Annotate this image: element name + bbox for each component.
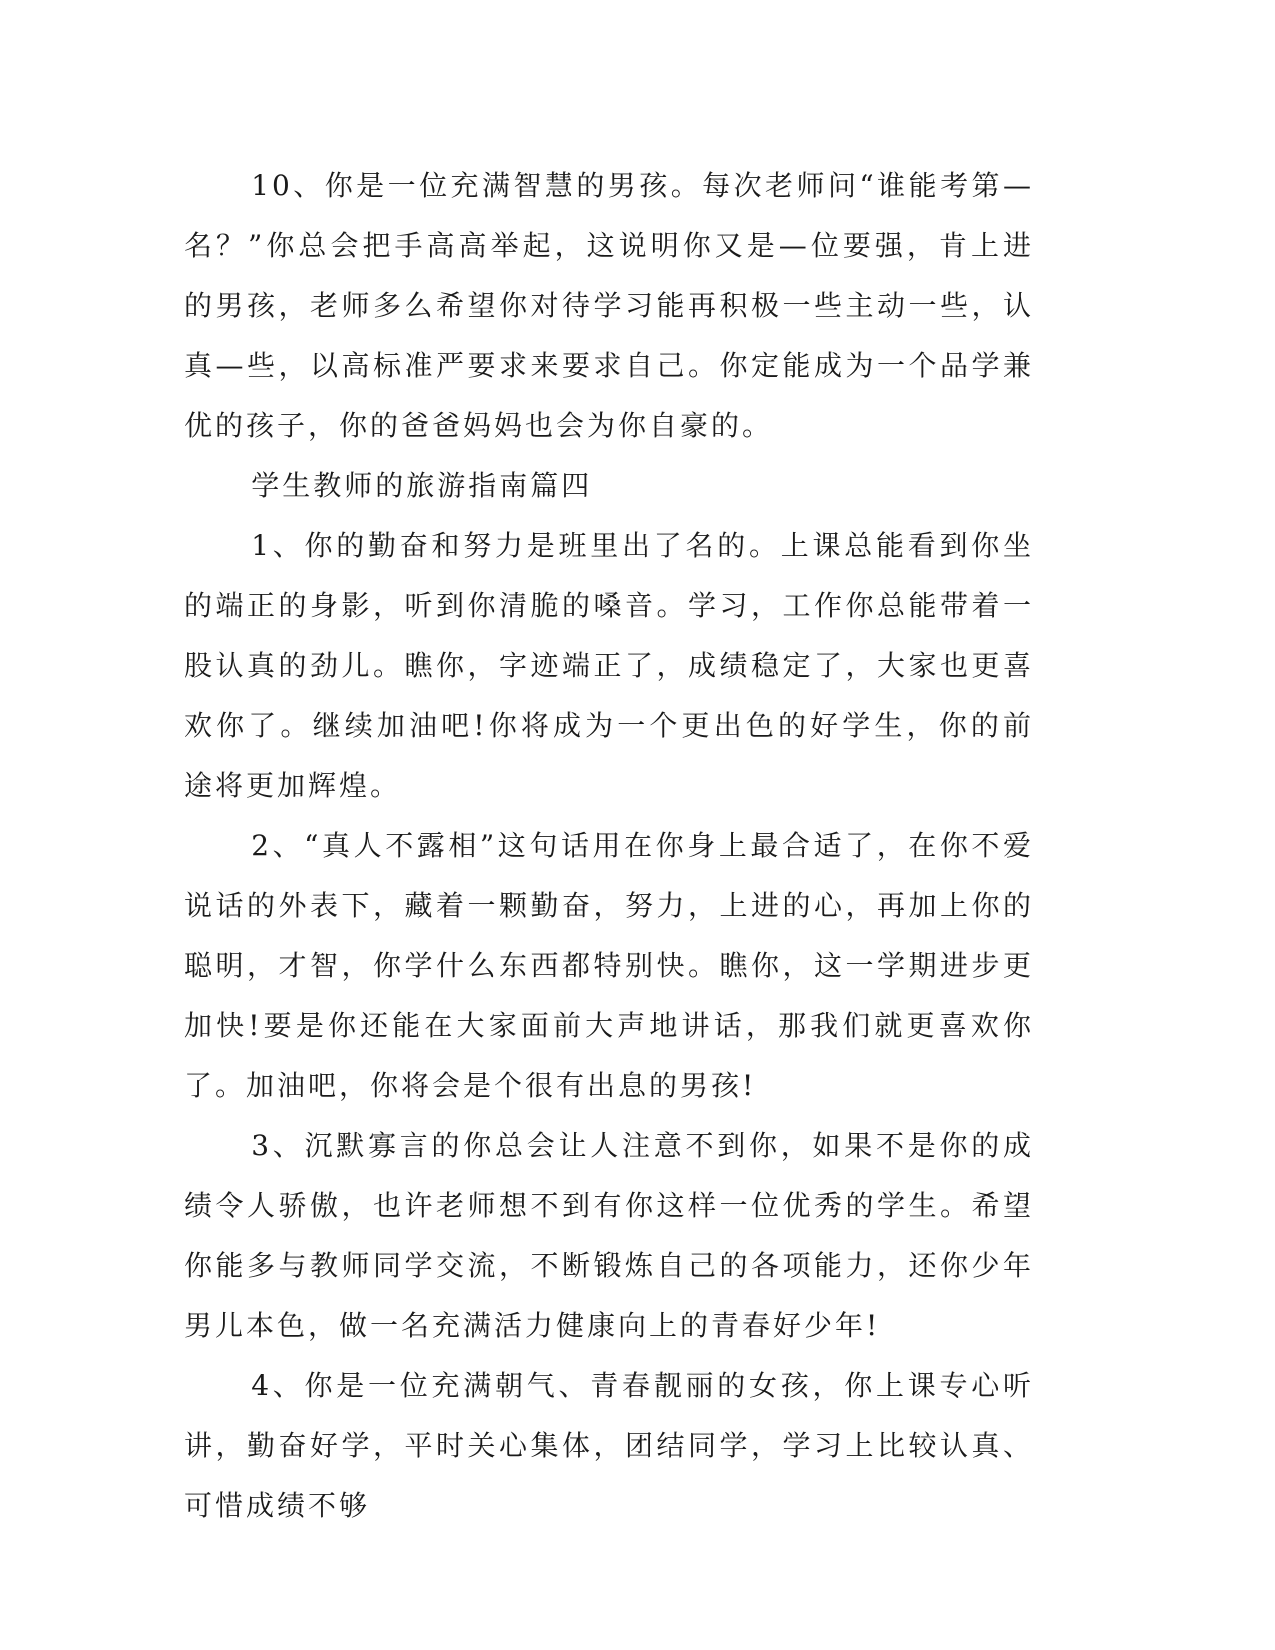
document-body bbox=[184, 156, 1034, 1536]
paragraph-item-1: 1、你的勤奋和努力是班里出了名的。上课总能看到你坐的端正的身影，听到你清脆的嗓音。学习，工作你总能带着一股认真的劲儿。瞧你，字迹端正了，成绩稳定了，大家也更喜欢你了。继续加油吧!你将成为一个更出色的好学生，你的前途将更加辉煌。 bbox=[184, 529, 1034, 802]
paragraph-item-4: 4、你是一位充满朝气、青春靓丽的女孩，你上课专心听讲，勤奋好学，平时关心集体，团结同学，学习上比较认真、可惜成绩不够 bbox=[184, 1369, 1034, 1522]
paragraph-item-2: 2、“真人不露相”这句话用在你身上最合适了，在你不爱说话的外表下，藏着一颗勤奋，努力，上进的心，再加上你的聪明，才智，你学什么东西都特别快。瞧你，这一学期进步更加快!要是你还能在大家面前大声地讲话，那我们就更喜欢你了。加油吧，你将会是个很有出息的男孩! bbox=[184, 829, 1034, 1102]
paragraph-10: 10、你是一位充满智慧的男孩。每次老师问“谁能考第—名？”你总会把手高高举起，这说明你又是—位要强，肯上进的男孩，老师多么希望你对待学习能再积极一些主动一些，认真—些，以高标准严要求来要求自己。你定能成为一个品学兼优的孩子，你的爸爸妈妈也会为你自豪的。 bbox=[184, 169, 1034, 442]
section-heading: 学生教师的旅游指南篇四 bbox=[251, 469, 593, 502]
paragraph-item-3: 3、沉默寡言的你总会让人注意不到你，如果不是你的成绩令人骄傲，也许老师想不到有你这样一位优秀的学生。希望你能多与教师同学交流，不断锻炼自己的各项能力，还你少年男儿本色，做一名充满活力健康向上的青春好少年! bbox=[184, 1129, 1034, 1342]
